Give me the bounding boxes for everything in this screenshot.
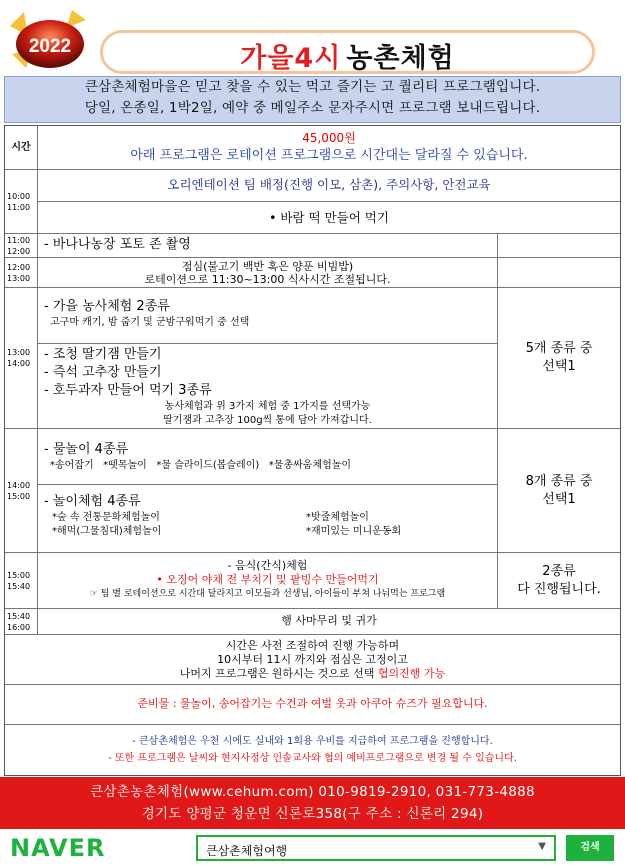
price: 45,000원 — [302, 131, 356, 145]
gochujang-item: - 즉석 고추장 만들기 — [44, 365, 162, 380]
farm-note-1: 농사체험과 위 3가지 체험 중 1가지를 선택가능 — [164, 401, 371, 412]
time-start: 12:00 — [7, 262, 31, 272]
play-experience-title: - 놀이체험 4종류 — [44, 494, 141, 509]
time-end: 15:00 — [7, 491, 31, 501]
table-row — [5, 170, 620, 234]
year-badge-icon — [6, 6, 90, 72]
time-start: 13:00 — [7, 348, 31, 357]
notice-line-1: 시간은 사전 조절하여 진행 가능하며 — [225, 639, 400, 652]
time-header: 시간 — [5, 126, 38, 169]
farm-experience-sub: 고구마 캐기, 밤 줍기 및 군밤구워먹기 중 선택 — [50, 317, 250, 328]
intro-banner — [4, 76, 621, 123]
address-line: 경기도 양평군 청운면 신론로358(구 주소 : 신론리 294) — [141, 806, 484, 822]
table-row — [5, 288, 620, 429]
two-kinds: 2종류 다 진행됩니다. — [517, 563, 601, 597]
snack-title: - 음식(간식)체험 — [227, 559, 308, 572]
contact-footer — [0, 777, 625, 829]
intro-line-1: 큰삼촌체험마을은 믿고 찾을 수 있는 먹고 즐기는 고 퀄리티 프로그램입니다. — [84, 79, 541, 95]
closing-text: 행 사마무리 및 귀가 — [281, 614, 377, 627]
year-text: 2022 — [28, 36, 72, 57]
time-start: 14:00 — [7, 480, 31, 490]
triangle-down-icon[interactable]: ▼ — [538, 841, 546, 852]
jam-item: - 조청 딸기잼 만들기 — [44, 347, 162, 362]
time-end: 13:00 — [7, 273, 31, 283]
choice-5: 5개 종류 중 선택1 — [525, 341, 593, 374]
table-row — [5, 609, 620, 635]
naver-logo: NAVER — [10, 834, 106, 862]
farm-note-2: 딸기잼과 고추장 100g씩 통에 담아 가져갑니다. — [163, 415, 372, 426]
time-start: 15:00 — [7, 570, 31, 580]
time-end: 12:00 — [7, 246, 31, 256]
notice-line-3-red: 협의진행 가능 — [377, 667, 446, 680]
intro-line-2: 당일, 온종일, 1박2일, 예약 중 메일주소 문자주시면 프로그램 보내드립니다. — [84, 100, 541, 116]
rain-line-1: - 큰삼촌체험은 우천 시에도 실내와 1회용 우비를 지급하여 프로그램을 진행합니다. — [132, 736, 493, 747]
rice-cake-text: • 바람 떡 만들어 먹기 — [269, 210, 389, 225]
time-end: 11:00 — [7, 202, 31, 212]
table-header-row — [5, 126, 620, 170]
time-start: 15:40 — [7, 611, 31, 621]
play-item: *숲 속 전통문화체험놀이 — [52, 512, 160, 523]
play-item: *밧줄체험놀이 — [306, 512, 369, 523]
farm-experience-title: - 가을 농사체험 2종류 — [44, 299, 170, 314]
notice-line-3: 나머지 프로그램은 원하시는 것으로 선택 — [179, 667, 378, 680]
time-end: 14:00 — [7, 359, 31, 368]
search-button[interactable]: 검색 — [566, 835, 614, 861]
notice-row — [5, 635, 620, 685]
rain-row — [5, 725, 620, 775]
naver-search-bar — [0, 830, 625, 866]
rain-line-2: - 또한 프로그램은 날씨와 현지사정상 인솔교사와 협의 예비프로그램으로 변경 될 수 있습니다. — [108, 753, 517, 764]
header — [0, 0, 625, 76]
page-title — [100, 30, 595, 74]
schedule-table — [4, 125, 621, 776]
time-end: 16:00 — [7, 622, 31, 632]
walnut-item: - 호두과자 만들어 먹기 3종류 — [44, 383, 212, 398]
table-row — [5, 234, 620, 258]
table-row — [5, 429, 620, 553]
time-start: 11:00 — [7, 235, 31, 245]
banana-farm-text: - 바나나농장 포토 존 촬영 — [38, 234, 498, 257]
play-item: *재미있는 미니운동회 — [306, 526, 402, 537]
time-start: 10:00 — [7, 191, 31, 201]
water-play-title: - 물놀이 4종류 — [44, 442, 129, 457]
water-play-items: *송어잡기 *뗏목놀이 *물 슬라이드(봅슬레이) *물총싸움체험놀이 — [50, 460, 352, 471]
snack-note: ☞ 팀 별 로테이션으로 시간대 달라지고 이모들과 선생님, 아이들이 부쳐 나눠먹는 프로그램 — [89, 589, 446, 599]
play-item: *해먹(그물침대)체험놀이 — [52, 526, 162, 537]
table-row — [5, 258, 620, 288]
snack-items: • 오징어 야채 전 부치기 및 팥빙수 만들어먹기 — [156, 573, 379, 586]
notice-line-2: 10시부터 11시 까지와 점심은 고정이고 — [217, 653, 408, 666]
choice-8: 8개 종류 중 선택1 — [525, 473, 593, 507]
contact-line: 큰삼촌농촌체험(www.cehum.com) 010-9819-2910, 031-773-4888 — [90, 784, 535, 800]
title-black: 농촌체험 — [346, 43, 455, 74]
search-input[interactable] — [196, 835, 556, 861]
orientation-text: 오리엔테이션 팀 배정(진행 이모, 삼촌), 주의사항, 안전교육 — [38, 170, 620, 202]
lunch-rotation: 로테이션으로 11:30~13:00 식사시간 조절됩니다. — [144, 273, 391, 286]
title-red: 가을4시 — [240, 43, 342, 74]
prep-row: 준비물 : 물놀이, 송어잡기는 수건과 여벌 옷과 아쿠아 슈즈가 필요합니다. — [5, 685, 620, 725]
rotation-note: 아래 프로그램은 로테이션 프로그램으로 시간대는 달라질 수 있습니다. — [130, 148, 528, 163]
table-row — [5, 553, 620, 609]
search-query: 큰삼촌체험여행 — [206, 844, 288, 858]
lunch-menu: 점심(불고기 백반 혹은 양푼 비빔밥) — [181, 260, 354, 273]
time-end: 15:40 — [7, 581, 31, 591]
